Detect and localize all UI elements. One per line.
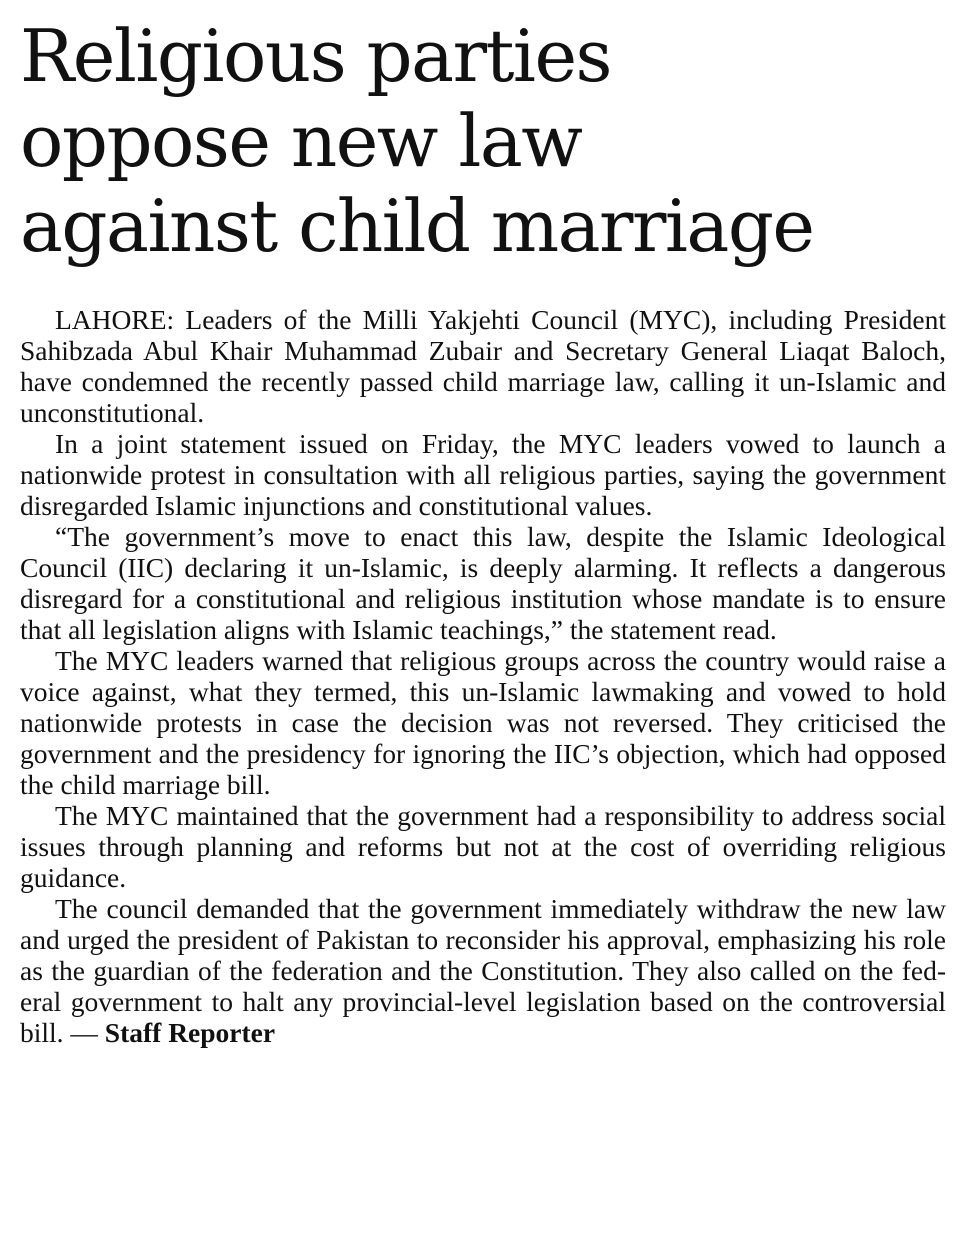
paragraph-1: LAHORE: Leaders of the Milli Yakjehti Council (MYC), including President Sahibzada Abul Khair Muhammad Zubair and Secretary General Liaqat Baloch, have condemned the recently passed child marriage law, calling it un-Islamic and unconstitutional. — [20, 304, 946, 428]
paragraph-6-text: The council demanded that the government immediately withdraw the new law and urged the president of Pakistan to reconsider his approval, emphasizing his role as the guardian of the federation and the Constitution. They also called on the federal government to halt any provincial-level legislation based on the controversial bill. — — [20, 893, 946, 1048]
headline — [20, 14, 946, 269]
news-article — [20, 14, 946, 1048]
byline: Staff Reporter — [104, 1017, 276, 1048]
paragraph-4: The MYC leaders warned that religious groups across the country would raise a voice against, what they termed, this un-Islamic lawmaking and vowed to hold nationwide protests in case the decision was not reversed. They criticised the government and the presidency for ignoring the IIC’s objection, which had opposed the child marriage bill. — [20, 645, 946, 800]
paragraph-2: In a joint statement issued on Friday, the MYC leaders vowed to launch a nationwide protest in consultation with all religious parties, saying the government disregarded Islamic injunctions and constitutional values. — [20, 428, 946, 521]
headline-line-3: against child marriage — [20, 184, 814, 268]
headline-line-1: Religious parties — [20, 14, 611, 98]
paragraph-5: The MYC maintained that the government had a responsibility to address social issues through planning and reforms but not at the cost of overriding religious guidance. — [20, 800, 946, 893]
article-body — [20, 304, 946, 1048]
paragraph-3: “The government’s move to enact this law, despite the Islamic Ideological Council (IIC) declaring it un-Islamic, is deeply alarming. It reflects a dangerous disregard for a constitutional and religious institution whose mandate is to ensure that all legislation aligns with Islamic teachings,” the statement read. — [20, 521, 946, 645]
paragraph-6 — [20, 893, 946, 1048]
headline-line-2: oppose new law — [20, 99, 582, 183]
